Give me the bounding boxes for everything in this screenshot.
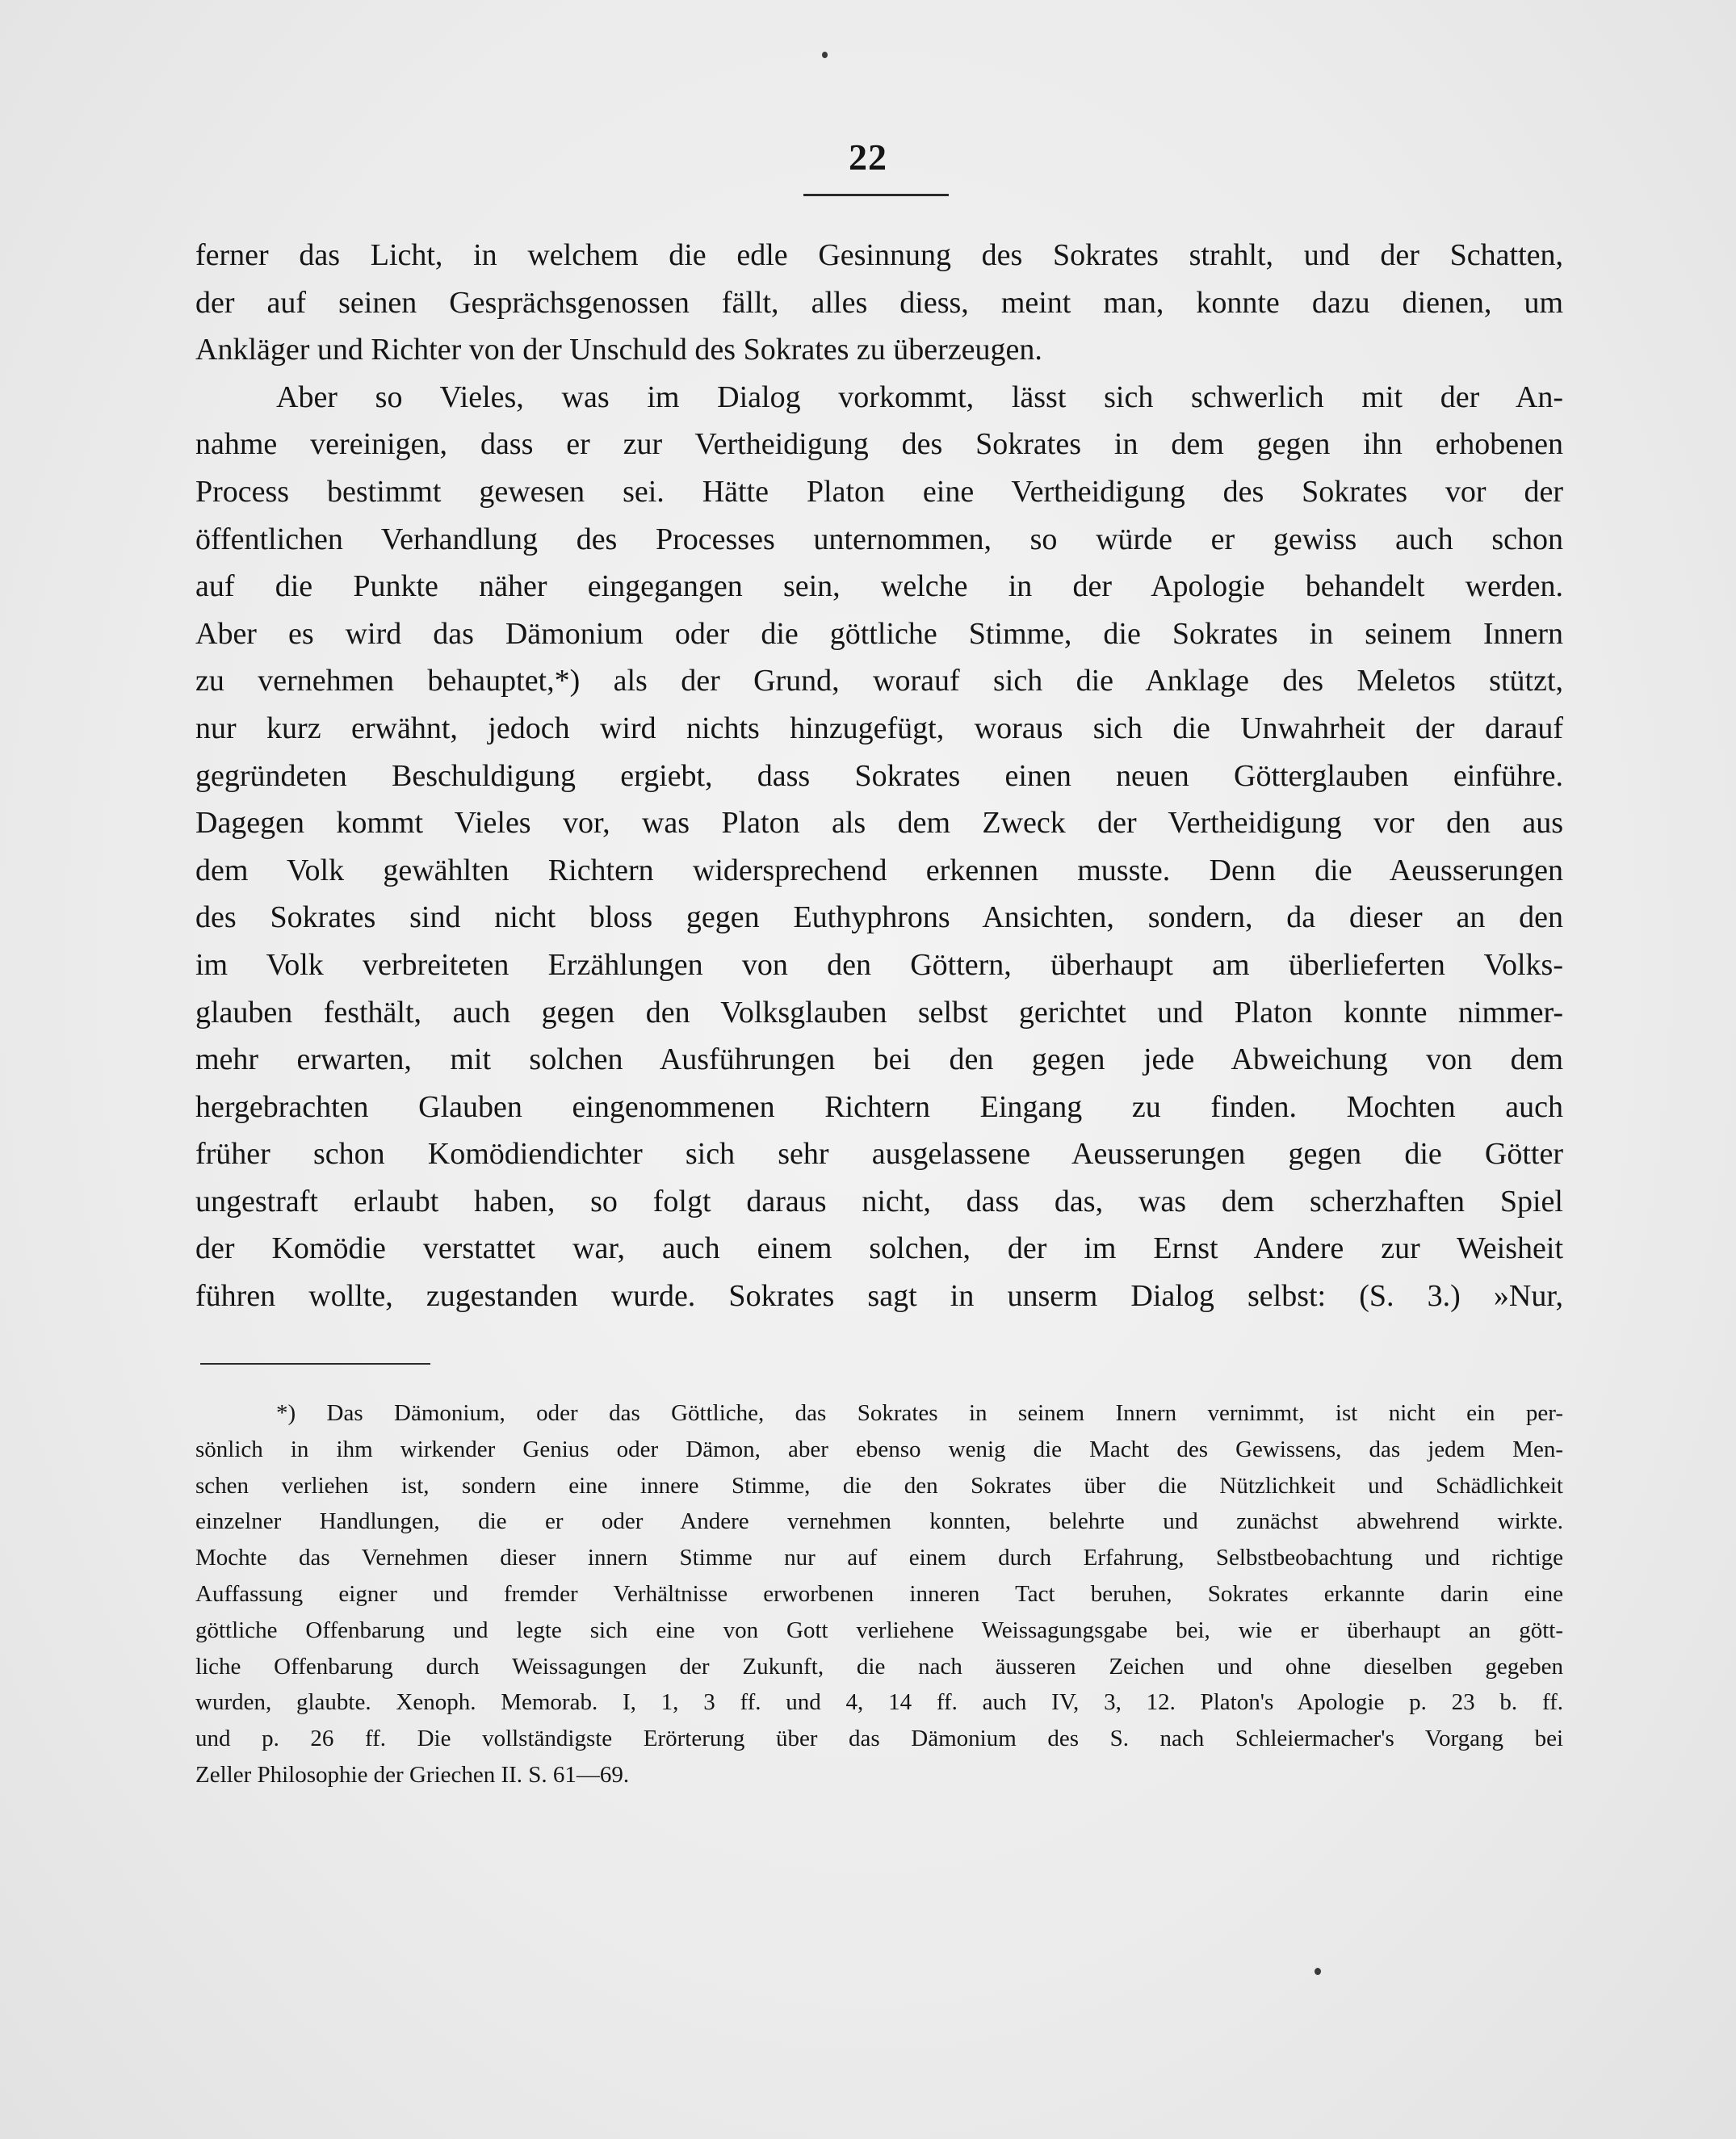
- footnote: [195, 1395, 1563, 1793]
- text-line: der auf seinen Gesprächsgenossen fällt, alles diess, meint man, konnte dazu dienen, um: [195, 285, 1563, 320]
- footnote-line: Mochte das Vernehmen dieser innern Stimme nur auf einem durch Erfahrung, Selbstbeobachtung und richtige: [195, 1545, 1563, 1571]
- text-line: Process bestimmt gewesen sei. Hätte Platon eine Vertheidigung des Sokrates vor der: [195, 474, 1563, 509]
- text-line: früher schon Komödiendichter sich sehr ausgelassene Aeusserungen gegen die Götter: [195, 1137, 1563, 1172]
- text-line: öffentlichen Verhandlung des Processes unternommen, so würde er gewiss auch schon: [195, 522, 1563, 556]
- footnote-line: *) Das Dämonium, oder das Göttliche, das Sokrates in seinem Innern vernimmt, ist nicht ein per-: [276, 1400, 1563, 1426]
- footnote-line: wurden, glaubte. Xenoph. Memorab. I, 1, 3 ff. und 4, 14 ff. auch IV, 3, 12. Platon's Apologie p. 23 b. ff.: [195, 1689, 1563, 1716]
- text-line: gegründeten Beschuldigung ergiebt, dass Sokrates einen neuen Götterglauben einführe.: [195, 758, 1563, 793]
- text-line: im Volk verbreiteten Erzählungen von den Göttern, überhaupt am überlieferten Volks-: [195, 947, 1563, 982]
- text-line: der Komödie verstattet war, auch einem solchen, der im Ernst Andere zur Weisheit: [195, 1231, 1563, 1266]
- text-line: führen wollte, zugestanden wurde. Sokrates sagt in unserm Dialog selbst: (S. 3.) »Nur,: [195, 1279, 1563, 1314]
- text-line: Ankläger und Richter von der Unschuld des Sokrates zu überzeugen.: [195, 333, 1042, 367]
- text-line: nahme vereinigen, dass er zur Vertheidigung des Sokrates in dem gegen ihn erhobenen: [195, 427, 1563, 462]
- footnote-line: sönlich in ihm wirkender Genius oder Dämon, aber ebenso wenig die Macht des Gewissens, das jedem Men-: [195, 1436, 1563, 1462]
- footnote-line: liche Offenbarung durch Weissagungen der Zukunft, die nach äusseren Zeichen und ohne dieselben gegeben: [195, 1653, 1563, 1680]
- text-line: Aber so Vieles, was im Dialog vorkommt, lässt sich schwerlich mit der An-: [276, 380, 1563, 414]
- text-line: auf die Punkte näher eingegangen sein, welche in der Apologie behandelt werden.: [195, 569, 1563, 604]
- footnote-line: göttliche Offenbarung und legte sich eine von Gott verliehene Weissagungsgabe bei, wie er überhaupt an gött-: [195, 1617, 1563, 1643]
- ink-speck: [822, 52, 828, 58]
- text-line: hergebrachten Glauben eingenommenen Richtern Eingang zu finden. Mochten auch: [195, 1089, 1563, 1124]
- text-line: des Sokrates sind nicht bloss gegen Euthyphrons Ansichten, sondern, da dieser an den: [195, 900, 1563, 935]
- text-line: Dagegen kommt Vieles vor, was Platon als dem Zweck der Vertheidigung vor den aus: [195, 806, 1563, 841]
- text-line: ungestraft erlaubt haben, so folgt daraus nicht, dass das, was dem scherzhaften Spiel: [195, 1184, 1563, 1218]
- footnote-line: und p. 26 ff. Die vollständigste Erörterung über das Dämonium des S. nach Schleiermacher's Vorgang bei: [195, 1726, 1563, 1752]
- text-line: zu vernehmen behauptet,*) als der Grund, worauf sich die Anklage des Meletos stützt,: [195, 664, 1563, 698]
- text-line: ferner das Licht, in welchem die edle Gesinnung des Sokrates strahlt, und der Schatten,: [195, 238, 1563, 272]
- footnote-line: Zeller Philosophie der Griechen II. S. 61—69.: [195, 1761, 630, 1788]
- text-line: glauben festhält, auch gegen den Volksglauben selbst gerichtet und Platon konnte nimmer-: [195, 995, 1563, 1030]
- footnote-line: einzelner Handlungen, die er oder Andere vernehmen konnten, belehrte und zunächst abwehrend wirkte.: [195, 1508, 1563, 1535]
- main-text: [195, 232, 1563, 1320]
- text-line: dem Volk gewählten Richtern widersprechend erkennen musste. Denn die Aeusserungen: [195, 853, 1563, 887]
- ink-speck: [1315, 1968, 1321, 1975]
- text-line: Aber es wird das Dämonium oder die göttliche Stimme, die Sokrates in seinem Innern: [195, 616, 1563, 651]
- footnote-separator: [200, 1363, 430, 1365]
- text-line: nur kurz erwähnt, jedoch wird nichts hinzugefügt, woraus sich die Unwahrheit der darauf: [195, 711, 1563, 745]
- page-number-rule: [803, 194, 949, 196]
- footnote-line: schen verliehen ist, sondern eine innere Stimme, die den Sokrates über die Nützlichkeit und Schädlichkeit: [195, 1472, 1563, 1499]
- page-number: 22: [849, 136, 887, 178]
- footnote-line: Auffassung eigner und fremder Verhältnisse erworbenen inneren Tact beruhen, Sokrates erkannte darin eine: [195, 1580, 1563, 1607]
- text-line: mehr erwarten, mit solchen Ausführungen bei den gegen jede Abweichung von dem: [195, 1042, 1563, 1077]
